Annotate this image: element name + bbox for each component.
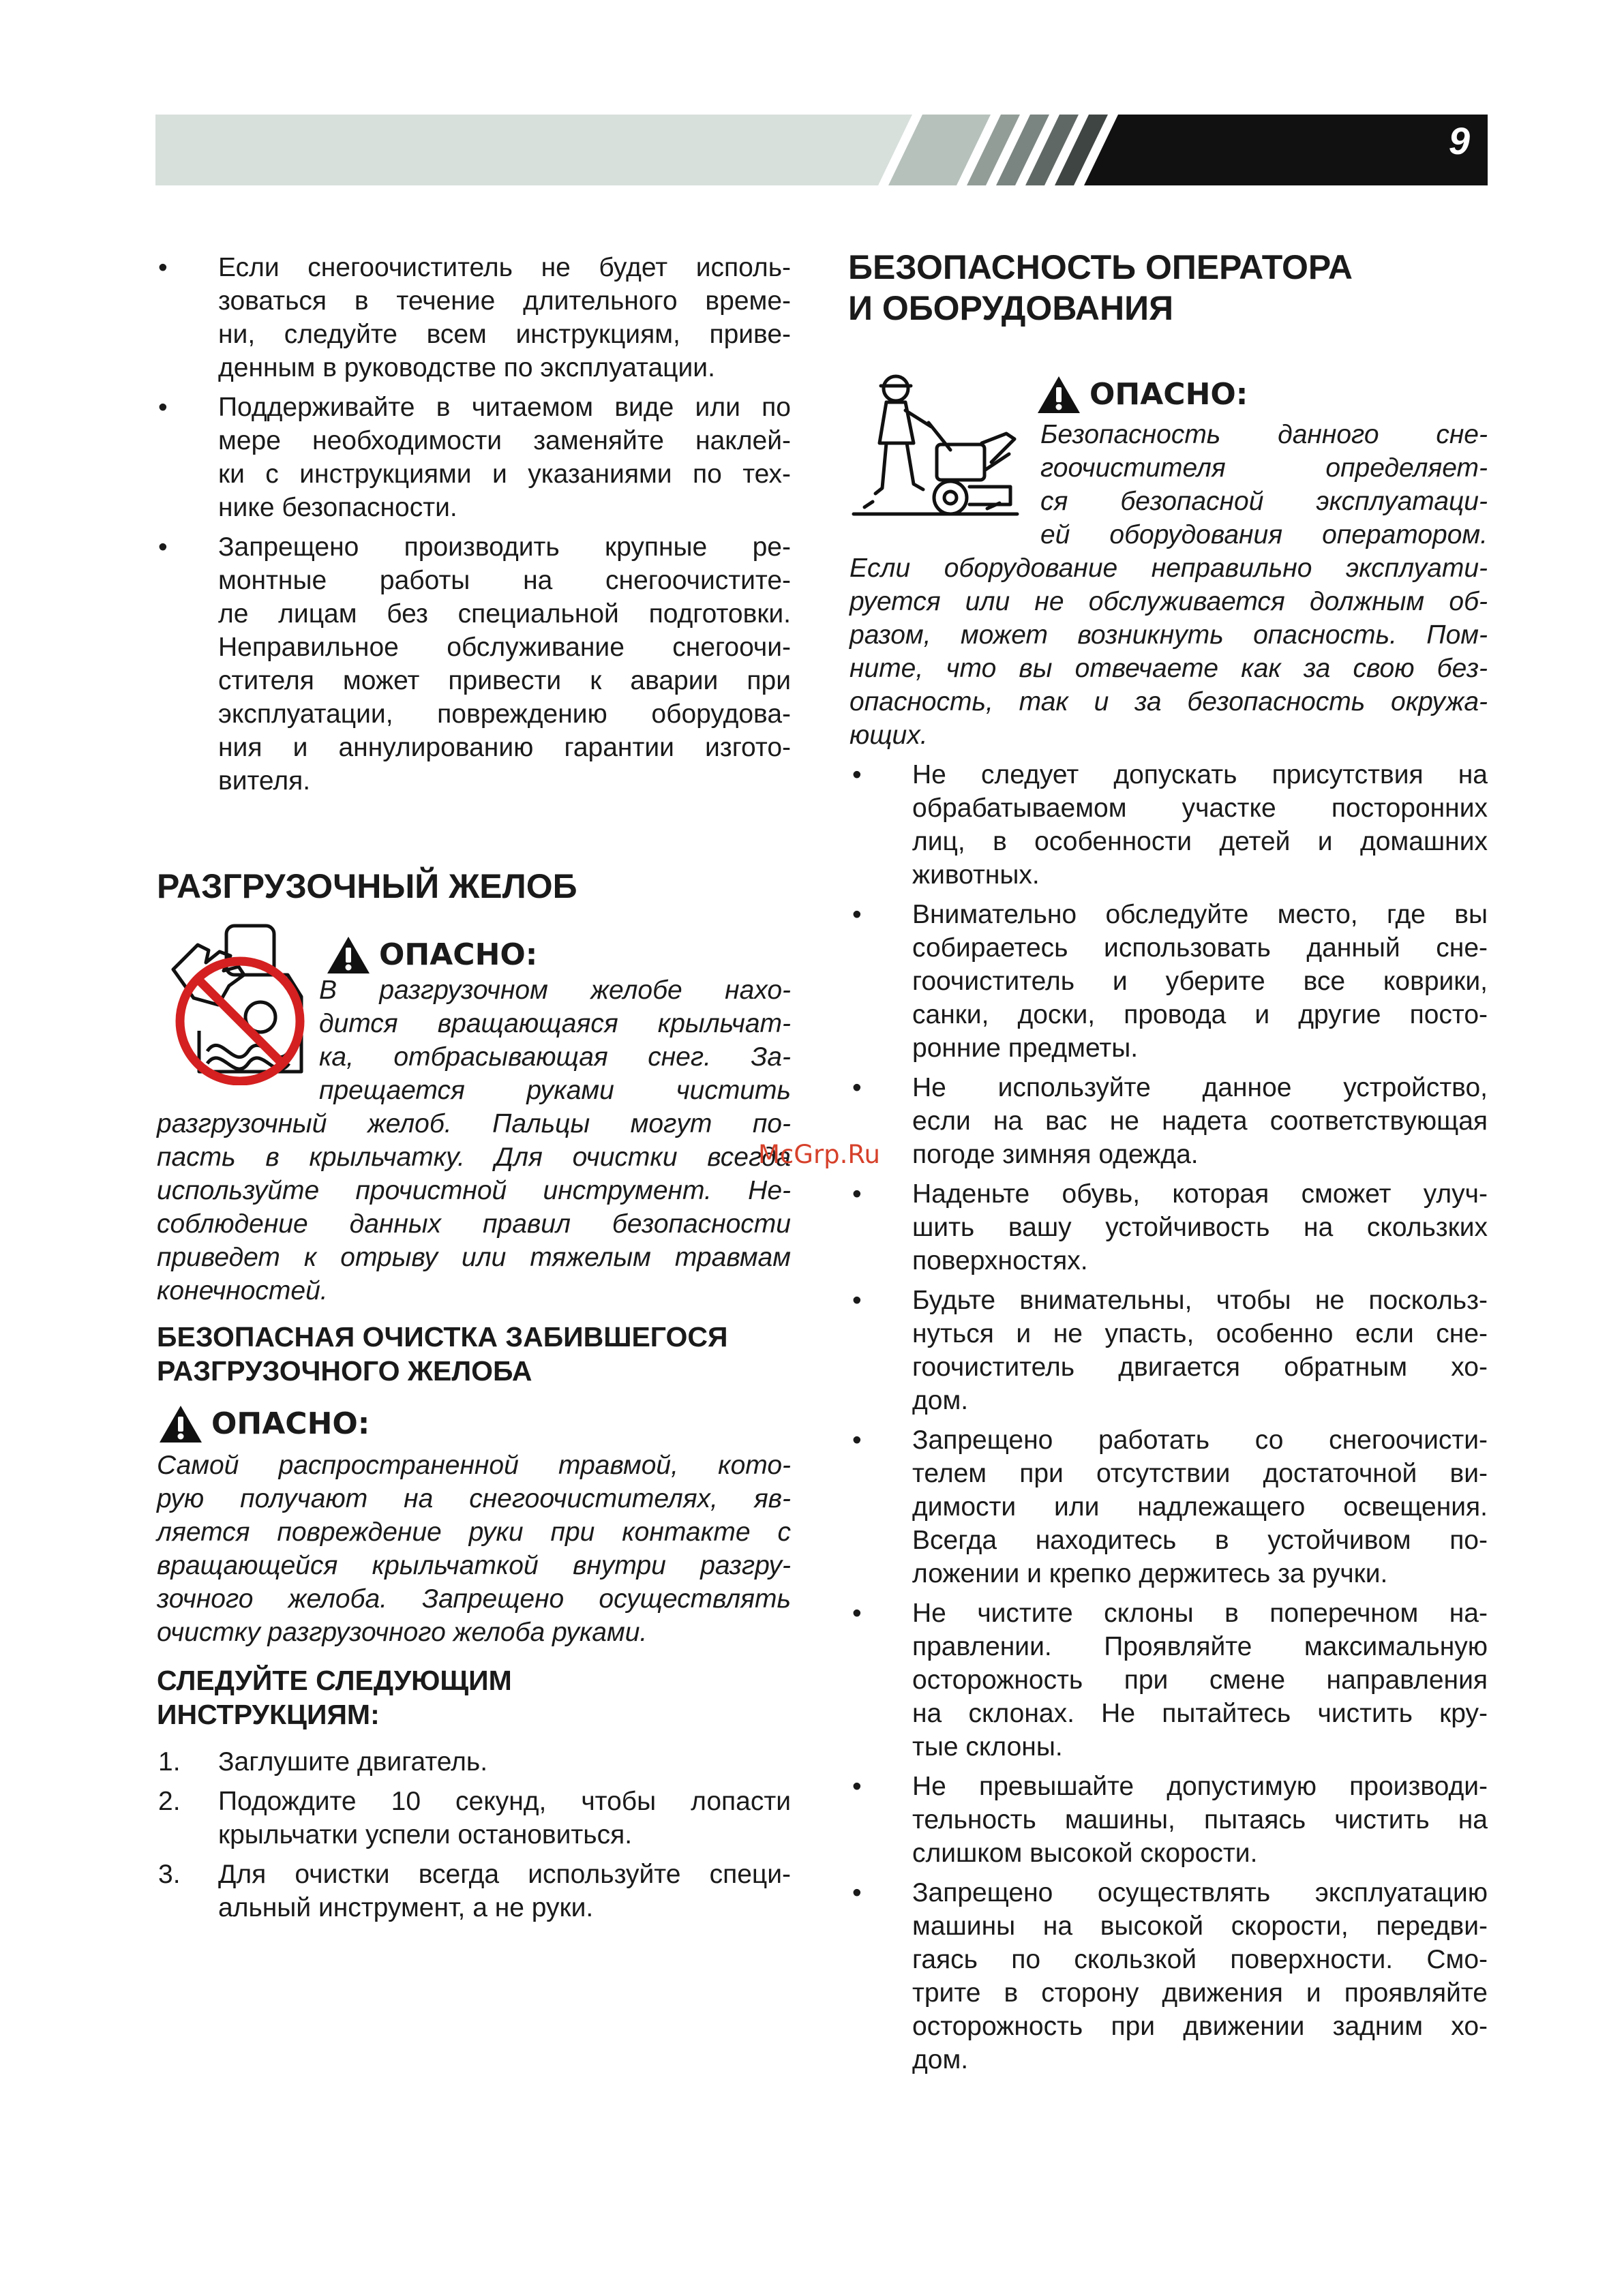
text-line: Неправильное обслуживание снегоочи-	[218, 633, 791, 662]
text-line: дом.	[912, 1386, 969, 1415]
text-line: пасть в крыльчатку. Для очистки всегда	[157, 1143, 791, 1172]
text-line: Заглушите двигатель.	[218, 1747, 488, 1777]
text-line: Будьте внимательны, чтобы не поскольз-	[912, 1286, 1488, 1315]
text-line: слишком высокой скорости.	[912, 1839, 1258, 1868]
text-line: мере необходимости заменяйте наклей-	[218, 426, 791, 455]
warning-triangle-icon	[326, 935, 371, 975]
text-line: разгрузочный желоб. Пальцы могут по-	[157, 1109, 791, 1138]
text-line: альный инструмент, а не руки.	[218, 1893, 594, 1922]
text-line: ронние предметы.	[912, 1033, 1139, 1063]
text-line: правлении. Проявляйте максимальную	[912, 1632, 1488, 1661]
text-line: руется или не обслуживается должным об-	[849, 587, 1488, 616]
operator-with-snowblower-icon	[848, 368, 1023, 526]
bullet-mark: •	[852, 1878, 862, 1907]
header-stripes-graphic	[155, 115, 1488, 185]
text-line: ложении и крепко держитесь за ручки.	[912, 1559, 1388, 1588]
text-line: погоде зимняя одежда.	[912, 1140, 1199, 1169]
text-line: Если оборудование неправильно эксплуати-	[849, 554, 1488, 583]
page-number: 9	[1448, 119, 1470, 162]
bullet-mark: •	[852, 900, 862, 929]
text-line: Поддерживайте в читаемом виде или по	[218, 393, 791, 422]
text-line: Запрещено осуществлять эксплуатацию	[912, 1878, 1488, 1907]
text-line: дится вращающаяся крыльчат-	[319, 1009, 791, 1038]
text-line: зочного желоба. Запрещено осуществлять	[157, 1584, 791, 1614]
text-line: ните, что вы отвечаете как за свою без-	[849, 654, 1488, 683]
bullet-mark: •	[852, 760, 862, 789]
text-line: ле лицам без специальной подготовки.	[218, 599, 791, 629]
text-line: вителя.	[218, 766, 311, 796]
text-line: Наденьте обувь, которая сможет улуч-	[912, 1179, 1488, 1209]
bullet-mark: •	[852, 1179, 862, 1209]
text-line: нике безопасности.	[218, 493, 457, 522]
text-line: осторожность при смене направления	[912, 1665, 1488, 1695]
danger-warning	[1036, 375, 1248, 414]
text-line: монтные работы на снегоочистите-	[218, 566, 791, 595]
text-line: стителя может привести к аварии при	[218, 666, 791, 695]
text-line: разом, может возникнуть опасность. Пом-	[849, 620, 1488, 650]
text-line: гаясь по скользкой поверхности. Смо-	[912, 1945, 1488, 1974]
text-line: гоочиститель и уберите все коврики,	[912, 967, 1488, 996]
text-line: Подождите 10 секунд, чтобы лопасти	[218, 1787, 791, 1816]
text-line: Для очистки всегда используйте специ-	[218, 1860, 791, 1889]
text-line: осторожность при движении задним хо-	[912, 2012, 1488, 2041]
text-line: нуться и не упасть, особенно если сне-	[912, 1319, 1488, 1348]
text-line: прещается руками чистить	[319, 1076, 791, 1105]
text-line: Не чистите склоны в поперечном на-	[912, 1599, 1488, 1628]
text-line: ния и аннулированию гарантии изгото-	[218, 733, 791, 762]
text-line: если на вас не надета соответствующая	[912, 1106, 1488, 1136]
bullet-mark: •	[158, 393, 168, 422]
text-line: тые склоны.	[912, 1732, 1063, 1762]
section-heading-discharge-chute: РАЗГРУЗОЧНЫЙ ЖЕЛОБ	[157, 867, 577, 905]
text-line: В разгрузочном желобе нахо-	[319, 976, 791, 1005]
text-line: собираетесь использовать данный сне-	[912, 933, 1488, 963]
text-line: гоочиститель двигается обратным хо-	[912, 1353, 1488, 1382]
text-line: гоочистителя определяет-	[1040, 453, 1488, 483]
bullet-mark: •	[852, 1425, 862, 1455]
subheading-follow: ИНСТРУКЦИЯМ:	[157, 1699, 380, 1730]
danger-label: ОПАСНО:	[379, 937, 538, 972]
text-line: Запрещено работать со снегоочисти-	[912, 1425, 1488, 1455]
text-line: тельность машины, пытаясь чистить на	[912, 1805, 1488, 1834]
warning-triangle-icon	[1036, 375, 1081, 414]
text-line: Если снегоочиститель не будет исполь-	[218, 253, 791, 282]
bullet-mark: •	[852, 1599, 862, 1628]
text-line: Самой распространенной травмой, кото-	[157, 1451, 791, 1480]
subheading-clog: РАЗГРУЗОЧНОГО ЖЕЛОБА	[157, 1355, 532, 1387]
text-line: дом.	[912, 2045, 969, 2074]
danger-label: ОПАСНО:	[211, 1406, 370, 1441]
text-line: Не следует допускать присутствия на	[912, 760, 1488, 789]
text-line: ся безопасной эксплуатаци-	[1040, 487, 1488, 516]
text-line: трите в сторону движения и проявляйте	[912, 1978, 1488, 2008]
watermark-text: McGrp.Ru	[758, 1140, 880, 1169]
text-line: Не превышайте допустимую производи-	[912, 1772, 1488, 1801]
bullet-mark: •	[158, 253, 168, 282]
text-line: денным в руководстве по эксплуатации.	[218, 353, 715, 382]
text-line: лиц, в особенности детей и домашних	[912, 827, 1488, 856]
text-line: конечностей.	[157, 1276, 328, 1305]
danger-warning	[326, 935, 537, 975]
text-line: на склонах. Не пытайтесь чистить кру-	[912, 1699, 1488, 1728]
bullet-mark: •	[852, 1772, 862, 1801]
danger-label: ОПАСНО:	[1089, 377, 1248, 412]
danger-warning	[158, 1404, 370, 1444]
text-line: вращающейся крыльчаткой внутри разгру-	[157, 1551, 791, 1580]
text-line: используйте прочистной инструмент. Не-	[157, 1176, 791, 1205]
text-line: ющих.	[849, 721, 928, 750]
bullet-mark: •	[852, 1286, 862, 1315]
text-line: приведет к отрыву или тяжелым травмам	[157, 1243, 791, 1272]
text-line: поверхностях.	[912, 1246, 1088, 1275]
text-line: крыльчатки успели остановиться.	[218, 1820, 633, 1849]
subheading-follow: СЛЕДУЙТЕ СЛЕДУЮЩИМ	[157, 1665, 512, 1696]
text-line: санки, доски, провода и другие посто-	[912, 1000, 1488, 1029]
text-line: Безопасность данного сне-	[1040, 420, 1488, 449]
text-line: ки с инструкциями и указаниями по тех-	[218, 459, 791, 489]
text-line: соблюдение данных правил безопасности	[157, 1209, 791, 1239]
step-number: 2.	[158, 1787, 181, 1816]
text-line: зоваться в течение длительного време-	[218, 286, 791, 316]
text-line: животных.	[912, 860, 1040, 890]
text-line: шить вашу устойчивость на скользких	[912, 1213, 1488, 1242]
text-line: опасность, так и за безопасность окружа-	[849, 687, 1488, 716]
text-line: Не используйте данное устройство,	[912, 1073, 1488, 1102]
no-hands-in-chute-icon	[158, 922, 322, 1085]
bullet-mark: •	[158, 532, 168, 562]
step-number: 3.	[158, 1860, 181, 1889]
text-line: Внимательно обследуйте место, где вы	[912, 900, 1488, 929]
text-line: очистку разгрузочного желоба руками.	[157, 1618, 648, 1647]
warning-triangle-icon	[158, 1404, 203, 1444]
step-number: 1.	[158, 1747, 181, 1777]
text-line: эксплуатации, повреждению оборудова-	[218, 699, 791, 729]
text-line: машины на высокой скорости, передви-	[912, 1912, 1488, 1941]
text-line: рую получают на снегоочистителях, яв-	[157, 1484, 791, 1513]
text-line: обрабатываемом участке посторонних	[912, 794, 1488, 823]
section-heading-operator-safety: БЕЗОПАСНОСТЬ ОПЕРАТОРА	[848, 248, 1353, 286]
subheading-clog: БЕЗОПАСНАЯ ОЧИСТКА ЗАБИВШЕГОСЯ	[157, 1321, 728, 1353]
text-line: Запрещено производить крупные ре-	[218, 532, 791, 562]
section-heading-operator-safety: И ОБОРУДОВАНИЯ	[848, 289, 1174, 327]
text-line: Всегда находитесь в устойчивом по-	[912, 1526, 1488, 1555]
text-line: телем при отсутствии достаточной ви-	[912, 1459, 1488, 1488]
text-line: димости или надлежащего освещения.	[912, 1492, 1488, 1522]
text-line: ни, следуйте всем инструкциям, приве-	[218, 320, 791, 349]
page-header-band	[155, 115, 1488, 185]
text-line: ка, отбрасывающая снег. За-	[319, 1042, 791, 1072]
text-line: ляется повреждение руки при контакте с	[157, 1517, 791, 1547]
bullet-mark: •	[852, 1073, 862, 1102]
text-line: ей оборудования оператором.	[1040, 520, 1488, 549]
